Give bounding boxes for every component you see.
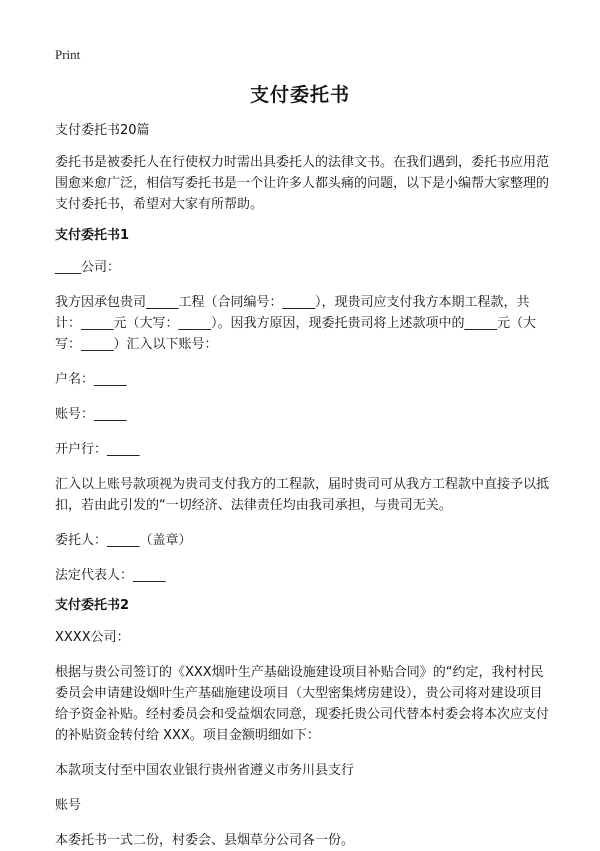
document-title: 支付委托书: [249, 84, 350, 106]
section-2-heading: 支付委托书2: [55, 598, 130, 613]
account-name-line: 户名：_____: [55, 372, 127, 387]
principal-signature-line: 委托人：_____（盖章）: [55, 533, 192, 548]
document-subtitle: 支付委托书20篇: [55, 123, 150, 138]
section-2-salutation: XXXX公司：: [55, 630, 130, 645]
legal-rep-signature-line: 法定代表人：_____: [55, 568, 166, 583]
account-number-line: 账号：_____: [55, 407, 127, 422]
copies-line: 本委托书一式二份，村委会、县烟草分公司各一份。: [55, 833, 355, 848]
intro-paragraph: 委托书是被委托人在行使权力时需出具委托人的法律文书。在我们遇到，委托书应用范围愈来愈广泛，相信写委托书是一个让许多人都头痛的问题，以下是小编帮大家整理的支付委托书，希望对大家有所帮助。: [55, 155, 550, 212]
section-2-account-label: 账号: [55, 798, 82, 813]
section-1-heading: 支付委托书1: [55, 228, 130, 243]
bank-line: 开户行：_____: [55, 442, 140, 457]
document-body: [55, 120, 555, 851]
section-2-body: 根据与贵公司签订的《XXX烟叶生产基础设施建设项目补贴合同》的“约定，我村村民委员会申请建设烟叶生产基础施建设项目（大型密集烤房建设），贵公司将对建设项目给予资金补贴。经村委员会和受益烟农同意，现委托贵公司代替本村委会将本次应支付的补贴资金转付给 XXX。项目金额明细如下：: [55, 665, 550, 743]
section-1-body: 我方因承包贵司_____工程（合同编号：_____），现贵司应支付我方本期工程款，共计：_____元（大写：_____）。因我方原因，现委托贵司将上述款项中的_____元（大写：_____）汇入以下账号：: [55, 295, 537, 352]
section-1-salutation: ____公司：: [55, 260, 121, 275]
payment-bank-line: 本款项支付至中国农业银行贵州省遵义市务川县支行: [55, 763, 355, 778]
print-link[interactable]: Print: [55, 47, 81, 62]
section-1-statement: 汇入以上账号款项视为贵司支付我方的工程款，届时贵司可从我方工程款中直接予以抵扣，若由此引发的“一切经济、法律责任均由我司承担，与贵司无关。: [55, 477, 550, 513]
